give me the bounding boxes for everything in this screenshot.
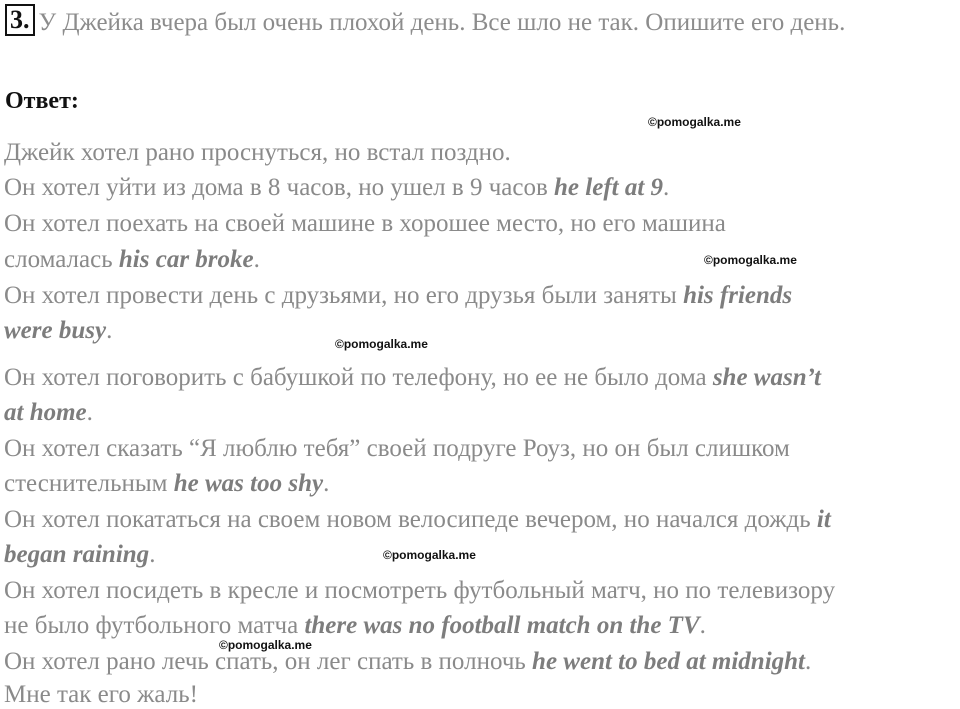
answer-line <box>4 174 669 202</box>
answer-line-end: . <box>699 612 706 639</box>
answer-line <box>4 399 93 427</box>
answer-line-end: . <box>323 470 330 497</box>
watermark: ©pomogalka.me <box>335 337 428 351</box>
answer-line-end: . <box>805 648 812 675</box>
answer-line-text: Джейк хотел рано проснуться, но встал поздно. <box>4 139 511 166</box>
answer-line <box>4 470 329 498</box>
answer-line-english: his car broke <box>118 246 254 273</box>
answer-line-text: стеснительным <box>4 470 174 497</box>
answer-line <box>4 648 811 676</box>
task-statement <box>5 4 955 42</box>
watermark: ©pomogalka.me <box>219 638 312 652</box>
answer-line-english: were busy <box>4 317 107 344</box>
answer-line <box>4 541 155 569</box>
answer-line-text: Он хотел провести день с друзьями, но его друзья были заняты <box>4 282 684 309</box>
watermark: ©pomogalka.me <box>383 548 476 562</box>
answer-line-text: Он хотел сказать “Я люблю тебя” своей подруге Роуз, но он был слишком <box>4 435 790 462</box>
answer-line <box>4 681 198 709</box>
answer-line-english: he was too shy <box>173 470 324 497</box>
answer-label: Ответ: <box>5 88 79 114</box>
answer-line-english: at home <box>4 399 87 426</box>
answer-line-english: he went to bed at midnight <box>532 648 805 675</box>
task-number: 3. <box>5 4 35 36</box>
answer-line <box>4 282 792 310</box>
answer-line-end: . <box>253 246 260 273</box>
answer-line <box>4 210 726 238</box>
answer-line <box>4 317 112 345</box>
answer-line-english: his friends <box>683 282 793 309</box>
answer-line-text: Мне так его жаль! <box>4 681 198 708</box>
answer-line-english: began raining <box>4 541 150 568</box>
task-text: У Джейка вчера был очень плохой день. Все шло не так. Опишите его день. <box>38 9 846 36</box>
answer-line-english: it <box>816 506 831 533</box>
answer-line-text: сломалась <box>4 246 119 273</box>
answer-line <box>4 577 835 605</box>
answer-line-end: . <box>149 541 156 568</box>
answer-line <box>4 246 260 274</box>
answer-line <box>4 139 511 167</box>
answer-line-english: there was no football match on the TV <box>304 612 700 639</box>
answer-line-end: . <box>86 399 93 426</box>
answer-line-english: she wasn’t <box>712 364 821 391</box>
answer-line-text: Он хотел поговорить с бабушкой по телефону, но ее не было дома <box>4 364 713 391</box>
answer-line <box>4 506 831 534</box>
answer-line-text: Он хотел покататься на своем новом велосипеде вечером, но начался дождь <box>4 506 817 533</box>
answer-line-text: Он хотел рано лечь спать, он лег спать в полночь <box>4 648 533 675</box>
answer-line-text: Он хотел уйти из дома в 8 часов, но ушел в 9 часов <box>4 174 555 201</box>
watermark: ©pomogalka.me <box>704 253 797 267</box>
answer-line-text: Он хотел поехать на своей машине в хорошее место, но его машина <box>4 210 726 237</box>
answer-line-text: не было футбольного матча <box>4 612 305 639</box>
answer-line-text: Он хотел посидеть в кресле и посмотреть футбольный матч, но по телевизору <box>4 577 836 604</box>
answer-line <box>4 435 790 463</box>
answer-line-end: . <box>106 317 113 344</box>
watermark: ©pomogalka.me <box>648 115 741 129</box>
answer-line-end: . <box>663 174 670 201</box>
answer-line <box>4 612 706 640</box>
answer-line-english: he left at 9 <box>554 174 664 201</box>
answer-line <box>4 364 821 392</box>
